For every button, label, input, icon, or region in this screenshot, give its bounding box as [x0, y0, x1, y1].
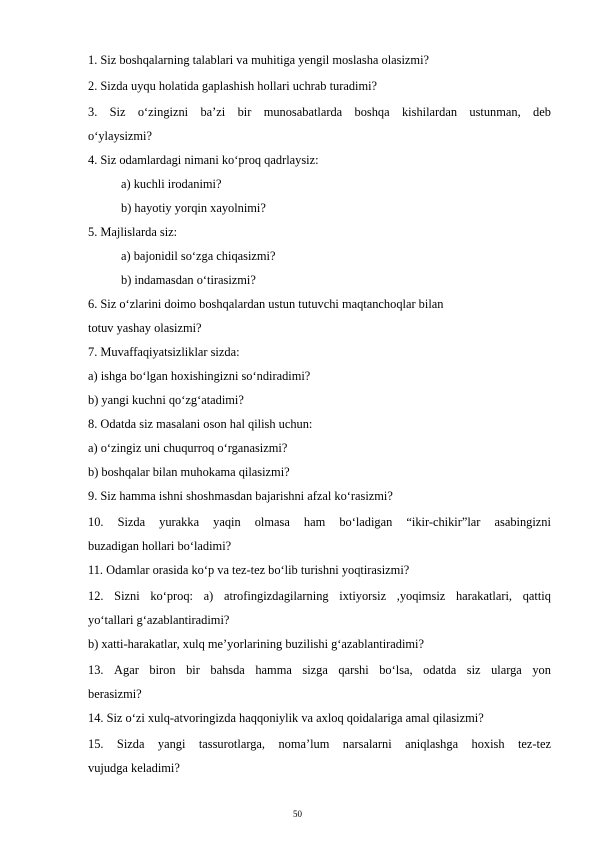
word: 12. [88, 589, 104, 603]
word: boshqa [354, 105, 390, 119]
word: Sizda [116, 737, 145, 751]
word: ,yoqimsiz [396, 589, 446, 603]
question-7-option-b: b) yangi kuchni qo‘zg‘atadimi? [88, 393, 244, 407]
word: 13. [88, 663, 104, 677]
word: Sizda [117, 515, 146, 529]
question-12-option-b: b) xatti-harakatlar, xulq me’yorlarining buzilishi g‘azablantiradimi? [88, 637, 424, 651]
word: Agar [114, 663, 139, 677]
question-12-line-2: yo‘tallari g‘azablantiradimi? [88, 613, 230, 627]
question-14: 14. Siz o‘zi xulq-atvoringizda haqqoniylik va axloq qoidalariga amal qilasizmi? [88, 711, 484, 725]
word: ularga [491, 663, 522, 677]
word: 10. [88, 515, 104, 529]
question-3-line-1 [88, 105, 551, 120]
word: bir [237, 105, 252, 119]
word: Siz [109, 105, 126, 119]
word: odatda [423, 663, 457, 677]
question-8-option-b: b) boshqalar bilan muhokama qilasizmi? [88, 465, 290, 479]
question-6-line-2: totuv yashay olasizmi? [88, 321, 202, 335]
word: biron [149, 663, 176, 677]
word: asabingizni [494, 515, 551, 529]
word: Sizni [114, 589, 140, 603]
word: aniqlashga [405, 737, 459, 751]
question-4-option-a: a) kuchli irodanimi? [121, 177, 222, 191]
question-4-option-b: b) hayotiy yorqin xayolnimi? [121, 201, 266, 215]
question-1: 1. Siz boshqalarning talablari va muhitiga yengil moslasha olasizmi? [88, 53, 430, 67]
word: a) [203, 589, 214, 603]
word: yangi [157, 737, 186, 751]
word: kishilardan [401, 105, 458, 119]
word: ba’zi [200, 105, 226, 119]
word: hoxish [471, 737, 505, 751]
word: atrofingizdagilarning [223, 589, 329, 603]
question-10-line-2: buzadigan hollari bo‘ladimi? [88, 539, 232, 553]
question-6-line-1: 6. Siz o‘zlarini doimo boshqalardan ustun tutuvchi maqtanchoqlar bilan [88, 297, 444, 311]
page-number: 50 [293, 809, 302, 819]
word: deb [533, 105, 551, 119]
word: 15. [88, 737, 104, 751]
question-12-line-1 [88, 589, 551, 604]
question-11: 11. Odamlar orasida ko‘p va tez-tez bo‘lib turishni yoqtirasizmi? [88, 563, 410, 577]
word: tassurotlarga, [198, 737, 266, 751]
word: bo‘lsa, [379, 663, 413, 677]
word: siz [466, 663, 481, 677]
word: ixtiyorsiz [339, 589, 387, 603]
question-10-line-1 [88, 515, 551, 530]
word: yurakka [159, 515, 200, 529]
word: harakatlari, [455, 589, 513, 603]
word: tez-tez [517, 737, 551, 751]
question-13-line-2: berasizmi? [88, 687, 142, 701]
word: yon [532, 663, 551, 677]
word: hamma [255, 663, 292, 677]
word: “ikir-chikir”lar [406, 515, 481, 529]
question-15-line-1 [88, 737, 551, 752]
question-5: 5. Majlislarda siz: [88, 225, 178, 239]
word: sizga [302, 663, 328, 677]
word: ustunman, [469, 105, 521, 119]
question-15-line-2: vujudga keladimi? [88, 761, 180, 775]
question-8: 8. Odatda siz masalani oson hal qilish uchun: [88, 417, 313, 431]
word: bir [186, 663, 200, 677]
word: noma’lum [278, 737, 330, 751]
word: yaqin [213, 515, 241, 529]
word: narsalarni [342, 737, 392, 751]
question-3-line-2: o‘ylaysizmi? [88, 129, 152, 143]
word: olmasa [254, 515, 290, 529]
question-7: 7. Muvaffaqiyatsizliklar sizda: [88, 345, 240, 359]
word: 3. [88, 105, 98, 119]
word: munosabatlarda [263, 105, 343, 119]
word: qarshi [338, 663, 369, 677]
word: ham [303, 515, 326, 529]
word: ko‘proq: [150, 589, 193, 603]
question-9: 9. Siz hamma ishni shoshmasdan bajarishni afzal ko‘rasizmi? [88, 489, 393, 503]
question-8-option-a: a) o‘zingiz uni chuqurroq o‘rganasizmi? [88, 441, 288, 455]
question-13-line-1 [88, 663, 551, 678]
word: o‘zingizni [137, 105, 189, 119]
question-5-option-b: b) indamasdan o‘tirasizmi? [121, 273, 256, 287]
question-4: 4. Siz odamlardagi nimani ko‘proq qadrlaysiz: [88, 153, 319, 167]
word: qattiq [522, 589, 551, 603]
word: bo‘ladigan [339, 515, 393, 529]
question-2: 2. Sizda uyqu holatida gaplashish hollari uchrab turadimi? [88, 79, 378, 93]
question-5-option-a: a) bajonidil so‘zga chiqasizmi? [121, 249, 276, 263]
question-7-option-a: a) ishga bo‘lgan hoxishingizni so‘ndiradimi? [88, 369, 311, 383]
word: bahsda [210, 663, 245, 677]
